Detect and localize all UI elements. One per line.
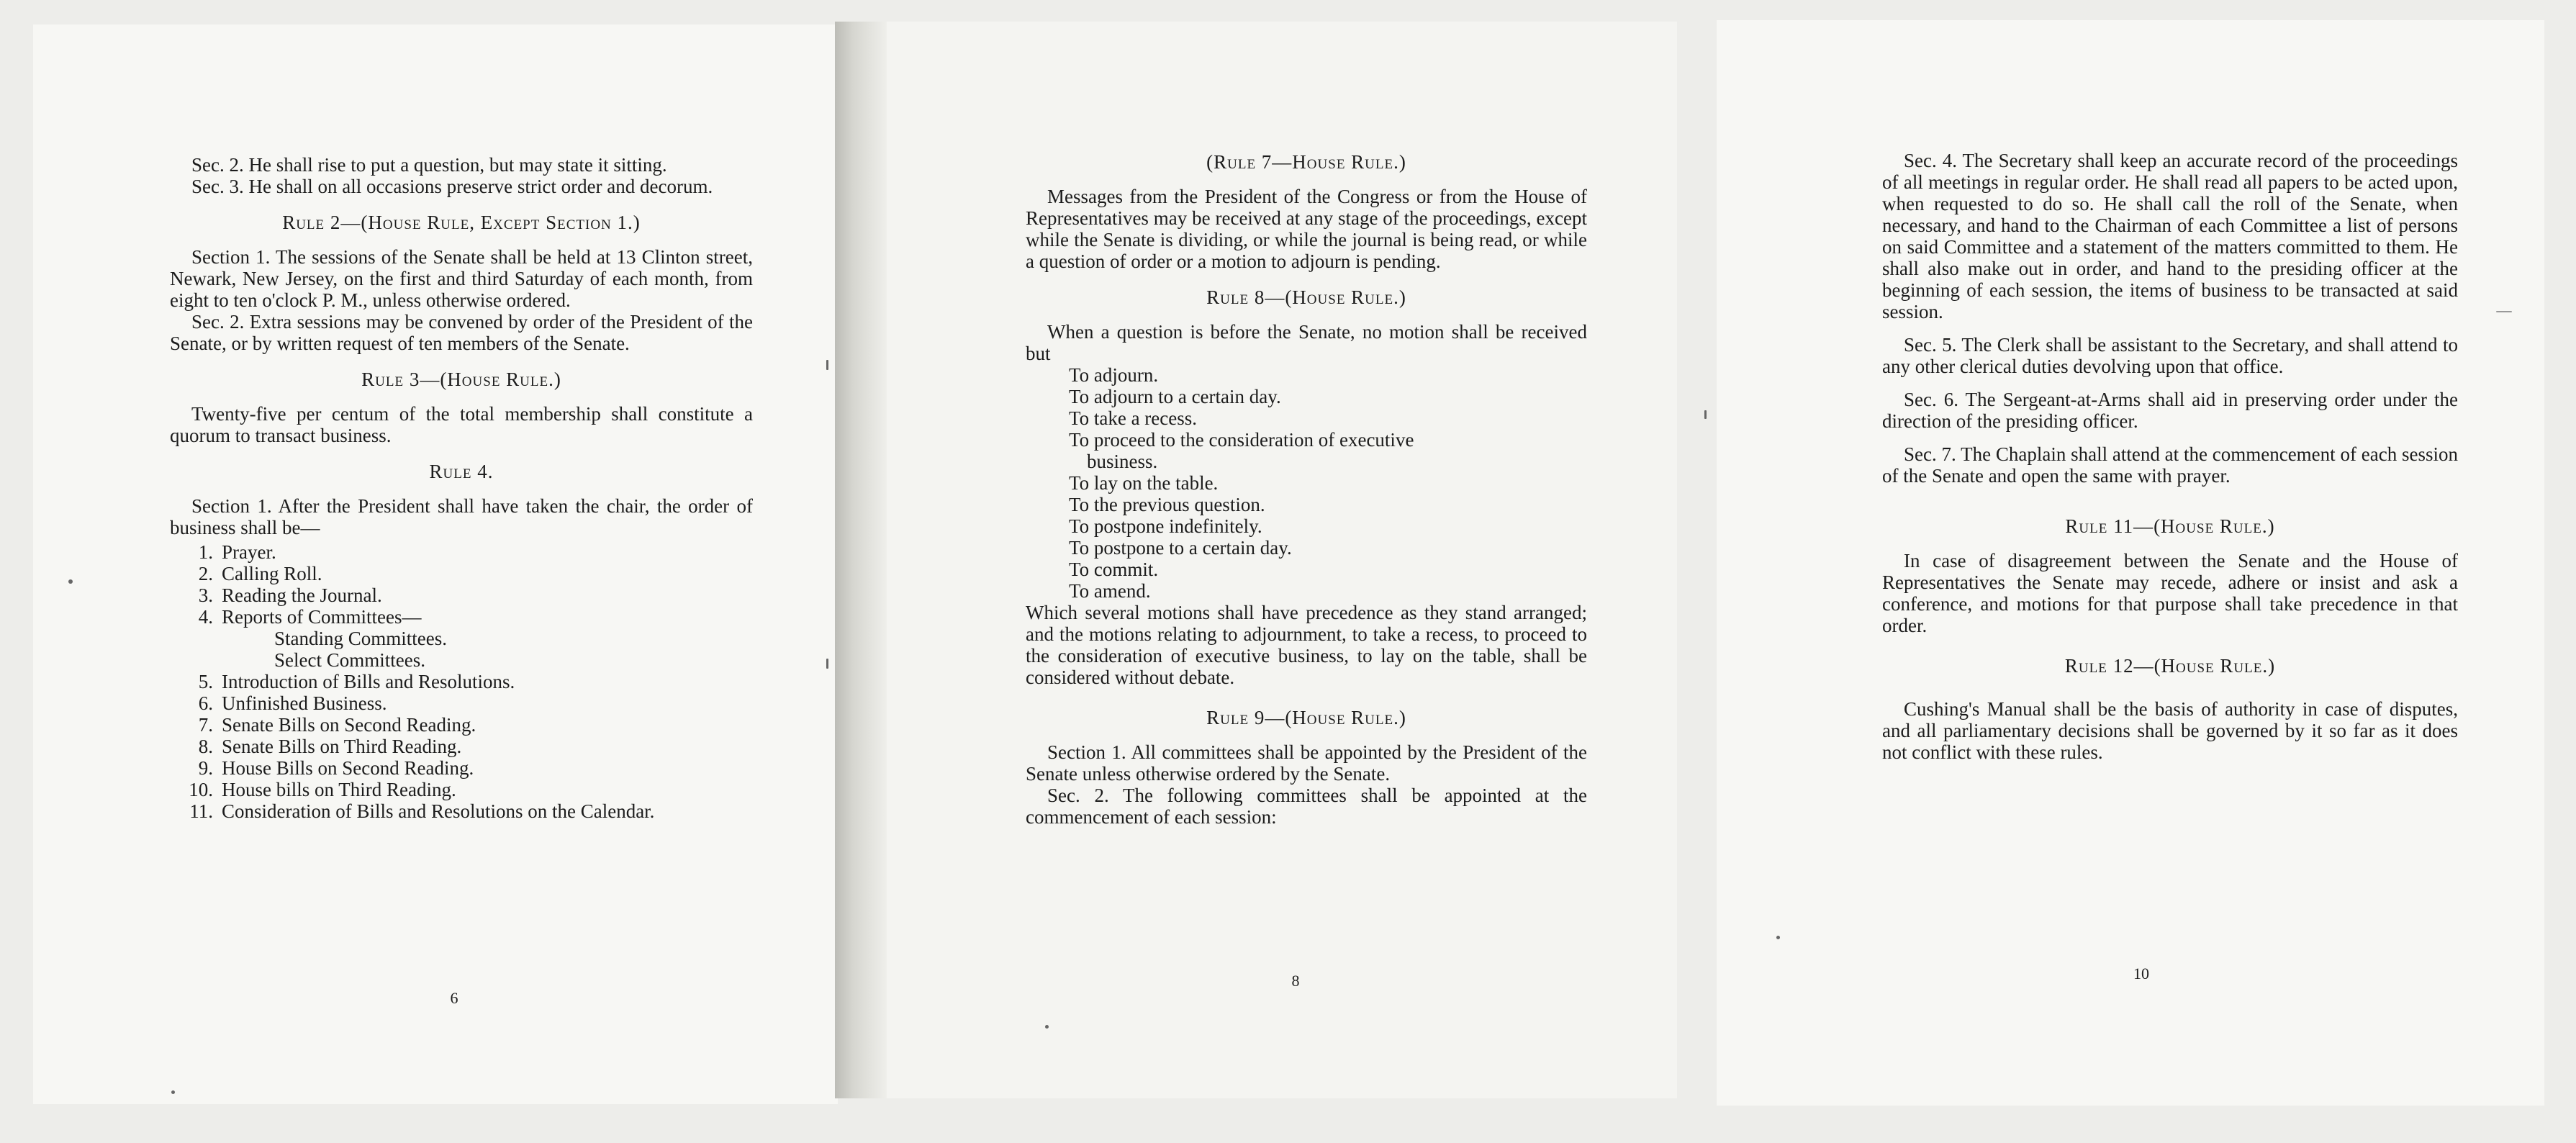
list-item: 3. Reading the Journal. [198,584,382,606]
scan-speck [2496,311,2512,312]
scan-speck [1045,1025,1049,1029]
page-number: 8 [1291,972,1300,990]
rule7-heading: (Rule 7—House Rule.) [1206,151,1406,173]
sec2-paragraph: Sec. 2. He shall rise to put a question, but may state it sitting. [191,154,667,176]
scan-speck [826,360,828,370]
rule9-section2: Sec. 2. The following committees shall be appointed at the commencement of each session: [1026,785,1587,828]
rule8-after: Which several motions shall have precedence as they stand arranged; and the motions relating to adjournment, to take a recess, to proceed to the consideration of executive business, to lay on the table, shall be considered without debate. [1026,602,1587,688]
page-number: 10 [2133,964,2149,982]
rule2-heading: Rule 2—(House Rule, Except Section 1.) [282,212,641,233]
list-item: To commit. [1069,559,1159,580]
list-item: To proceed to the consideration of executive [1069,429,1414,451]
list-item: To take a recess. [1069,407,1198,429]
list-item: 2. Calling Roll. [198,563,322,584]
page-middle [835,22,1677,1098]
rule7-text: Messages from the President of the Congress or from the House of Representatives may be received at any stage of the proceedings, except while the Senate is dividing, or while the journal is being read, or while a question of order or a motion to adjourn is pending. [1026,186,1587,272]
list-item: 10. House bills on Third Reading. [189,779,456,800]
list-item: 4. Reports of Committees— [198,606,422,628]
rule2-section1: Section 1. The sessions of the Senate shall be held at 13 Clinton street, Newark, New Jersey, on the first and third Saturday of each month, from eight to ten o'clock P. M., unless otherwise ordered. [170,246,753,311]
page-left [33,24,838,1104]
list-item: To lay on the table. [1069,472,1219,494]
rule12-heading: Rule 12—(House Rule.) [2064,655,2276,677]
scan-speck [826,659,828,669]
sec4-paragraph: Sec. 4. The Secretary shall keep an accurate record of the proceedings of all meetings in regular order. He shall read all papers to be acted upon, when requested to do so. He shall call the roll of the Senate, when necessary, and hand to the Chairman of each Committee a list of persons on said Committee and a statement of the matters committed to them. He shall also make out in order, and hand to the presiding officer at the beginning of each session, the items of business to be transacted at said session. [1882,150,2458,322]
fold-shadow [835,22,887,1098]
list-item: To the previous question. [1069,494,1265,515]
list-item: 6. Unfinished Business. [198,692,387,714]
list-subitem: Select Committees. [274,649,425,671]
rule9-heading: Rule 9—(House Rule.) [1206,707,1406,728]
page-middle-text [1026,130,1587,828]
list-item: 1. Prayer. [198,541,276,563]
list-item: 11. Consideration of Bills and Resolutions on the Calendar. [189,800,655,822]
list-item: 5. Introduction of Bills and Resolutions. [198,671,515,692]
rule11-heading: Rule 11—(House Rule.) [2065,515,2275,537]
scan-speck [1776,936,1780,939]
rule11-text: In case of disagreement between the Senate and the House of Representatives the Senate may recede, adhere or insist and ask a conference, and motions for that purpose shall take precedence in that order. [1882,550,2458,636]
scan-speck [68,579,73,584]
rule2-section2: Sec. 2. Extra sessions may be convened by order of the President of the Senate, or by written request of ten members of the Senate. [170,311,753,354]
rule3-heading: Rule 3—(House Rule.) [361,369,561,390]
page-left-text [170,154,753,822]
list-item: To postpone to a certain day. [1069,537,1292,559]
list-item: 7. Senate Bills on Second Reading. [198,714,476,736]
sec7-paragraph: Sec. 7. The Chaplain shall attend at the commencement of each session of the Senate and open the same with prayer. [1882,443,2458,487]
order-of-business-list [170,541,753,822]
list-item: To adjourn. [1069,364,1159,386]
rule4-heading: Rule 4. [429,461,494,482]
list-item: To amend. [1069,580,1151,602]
list-item: To postpone indefinitely. [1069,515,1262,537]
rule3-text: Twenty-five per centum of the total membership shall constitute a quorum to transact business. [170,403,753,446]
sec5-paragraph: Sec. 5. The Clerk shall be assistant to the Secretary, and shall attend to any other clerical duties devolving upon that office. [1882,334,2458,377]
rule8-intro: When a question is before the Senate, no motion shall be received but [1026,321,1587,364]
scan-speck [171,1090,175,1094]
page-right [1717,20,2544,1106]
list-item: To adjourn to a certain day. [1069,386,1281,407]
list-item: 9. House Bills on Second Reading. [198,757,474,779]
rule8-heading: Rule 8—(House Rule.) [1206,286,1406,308]
page-number: 6 [450,989,458,1007]
scan-speck [1704,410,1707,419]
page-right-text [1882,128,2458,763]
sec6-paragraph: Sec. 6. The Sergeant-at-Arms shall aid in preserving order under the direction of the presiding officer. [1882,389,2458,432]
rule9-section1: Section 1. All committees shall be appointed by the President of the Senate unless otherwise ordered by the Senate. [1026,741,1587,785]
rule4-section1: Section 1. After the President shall have taken the chair, the order of business shall be— [170,495,753,538]
list-item: 8. Senate Bills on Third Reading. [198,736,462,757]
list-subitem: Standing Committees. [274,628,447,649]
sec3-paragraph: Sec. 3. He shall on all occasions preserve strict order and decorum. [191,176,713,197]
rule12-text: Cushing's Manual shall be the basis of authority in case of disputes, and all parliamentary decisions shall be governed by it so far as it does not conflict with these rules. [1882,698,2458,763]
motions-list [1026,364,1587,602]
list-item: business. [1087,451,1158,472]
